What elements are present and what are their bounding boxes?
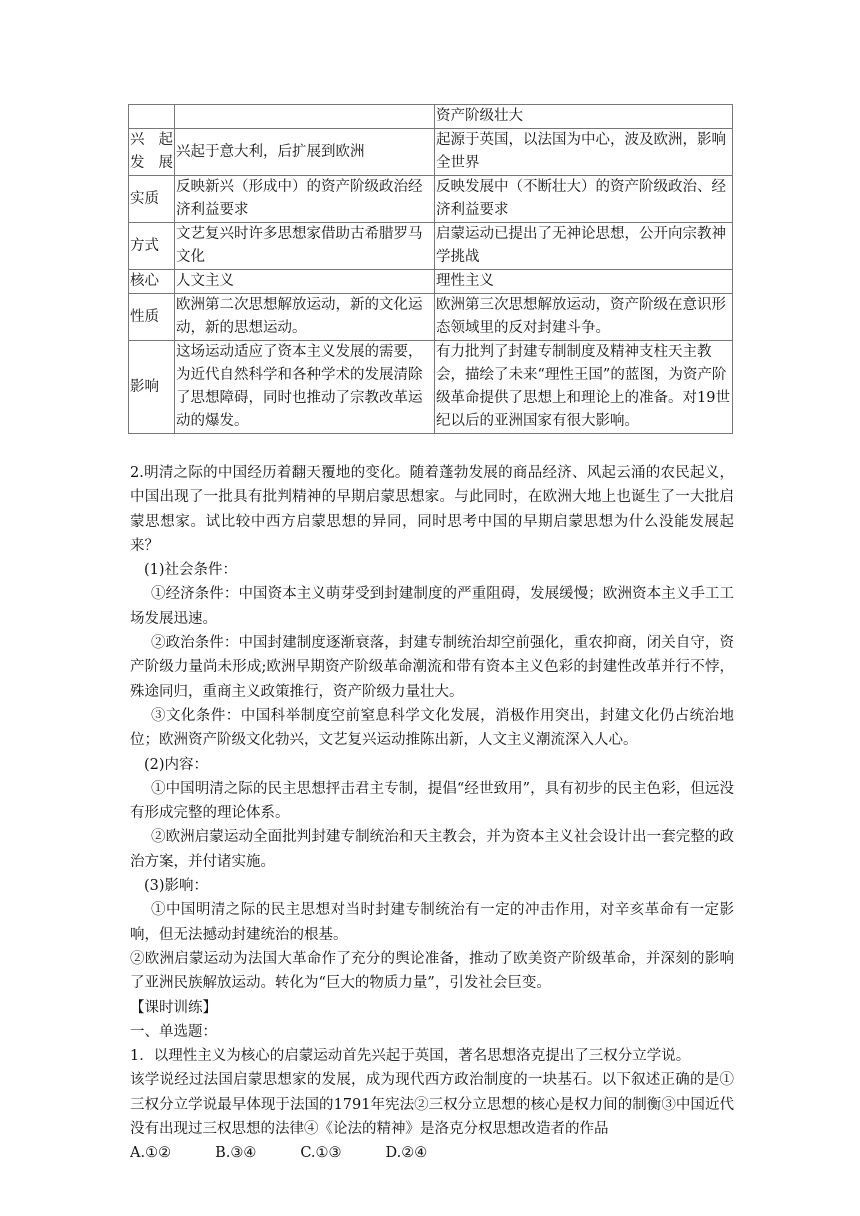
table-cell: 欧洲第三次思想解放运动，资产阶级在意识形态领域里的反对封建斗争。 xyxy=(435,294,733,341)
table-cell: 欧洲第二次思想解放运动，新的文化运动，新的思想运动。 xyxy=(175,294,435,341)
table-cell: 兴起于意大利，后扩展到欧洲 xyxy=(175,129,435,176)
section-heading: (1)社会条件： xyxy=(144,562,238,579)
table-cell: 反映发展中（不断壮大）的资产阶级政治、经济利益要求 xyxy=(435,176,733,223)
table-cell-empty xyxy=(129,105,175,129)
question-2: 2.明清之际的中国经历着翻天覆地的变化。随着蓬勃发展的商品经济、风起云涌的农民起义，中国出现了一批具有批判精神的早期启蒙思想家。与此同时，在欧洲大地上也诞生了一大批启蒙思想家。试比较中西方启蒙思想的异同，同时思考中国的早期启蒙思想为什么没能发展起来？ xyxy=(130,465,734,554)
training-heading: 【课时训练】 xyxy=(130,999,217,1016)
table-cell: 资产阶级壮大 xyxy=(435,105,733,129)
paragraph: ①中国明清之际的民主思想抨击君主专制，提倡“经世致用”，具有初步的民主色彩，但远没有形成完整的理论体系。 xyxy=(130,780,734,822)
paragraph: ③文化条件：中国科举制度空前窒息科学文化发展，消极作用突出，封建文化仍占统治地位；欧洲资产阶级文化勃兴，文艺复兴运动推陈出新，人文主义潮流深入人心。 xyxy=(130,707,734,749)
table-row xyxy=(129,270,733,294)
section-heading: (2)内容： xyxy=(144,756,209,773)
table-row xyxy=(129,223,733,270)
table-row xyxy=(129,105,733,129)
row-label: 兴起发展 xyxy=(129,129,175,176)
question-1-body: 该学说经过法国启蒙思想家的发展，成为现代西方政治制度的一块基石。以下叙述正确的是①三权分立学说最早体现于法国的1791年宪法②三权分立思想的核心是权力间的制衡③中国近代没有出现过三权思想的法律④《论法的精神》是洛克分权思想改造者的作品 xyxy=(130,1072,734,1138)
row-label: 方式 xyxy=(129,223,175,270)
paragraph: ②欧洲启蒙运动全面批判封建专制统治和天主教会，并为资本主义社会设计出一套完整的政治方案，并付诸实施。 xyxy=(130,829,734,870)
mc-heading: 一、单选题： xyxy=(130,1023,217,1040)
table-cell-empty xyxy=(175,105,435,129)
table-row xyxy=(129,176,733,223)
table-row xyxy=(129,341,733,434)
question-1: 1．以理性主义为核心的启蒙运动首先兴起于英国，著名思想洛克提出了三权分立学说。 xyxy=(130,1048,691,1065)
body-text xyxy=(130,461,734,1166)
table-row xyxy=(129,129,733,176)
row-label: 核心 xyxy=(129,270,175,294)
table-cell: 启蒙运动已提出了无神论思想，公开向宗教神学挑战 xyxy=(435,223,733,270)
option-a: A.①② xyxy=(130,1145,172,1162)
table-cell: 理性主义 xyxy=(435,270,733,294)
row-label: 实质 xyxy=(129,176,175,223)
row-label: 性质 xyxy=(129,294,175,341)
table-cell: 这场运动适应了资本主义发展的需要，为近代自然科学和各种学术的发展清除了思想障碍，同时也推动了宗教改革运动的爆发。 xyxy=(175,341,435,434)
paragraph: ②政治条件：中国封建制度逐渐衰落，封建专制统治却空前强化，重农抑商，闭关自守，资产阶级力量尚未形成;欧洲早期资产阶级革命潮流和带有资本主义色彩的封建性改革并行不悖，殊途同归，重商主义政策推行，资产阶级力量壮大。 xyxy=(130,635,734,700)
paragraph: ①中国明清之际的民主思想对当时封建专制统治有一定的冲击作用，对辛亥革命有一定影响，但无法撼动封建统治的根基。 xyxy=(130,902,734,943)
table-cell: 文艺复兴时许多思想家借助古希腊罗马文化 xyxy=(175,223,435,270)
answer-options xyxy=(130,1141,734,1165)
paragraph: ①经济条件：中国资本主义萌芽受到封建制度的严重阻碍，发展缓慢；欧洲资本主义手工工场发展迅速。 xyxy=(130,586,734,627)
option-d: D.②④ xyxy=(385,1145,428,1162)
paragraph: ②欧洲启蒙运动为法国大革命作了充分的舆论准备，推动了欧美资产阶级革命，并深刻的影响了亚洲民族解放运动。转化为“巨大的物质力量”，引发社会巨变。 xyxy=(130,950,734,992)
comparison-table xyxy=(128,104,733,434)
option-b: B.③④ xyxy=(215,1145,257,1162)
section-heading: (3)影响： xyxy=(144,878,209,895)
table-cell: 人文主义 xyxy=(175,270,435,294)
table-cell: 有力批判了封建专制制度及精神支柱天主教会，描绘了未来“理性王国”的蓝图，为资产阶级革命提供了思想上和理论上的准备。对19世纪以后的亚洲国家有很大影响。 xyxy=(435,341,733,434)
table-cell: 反映新兴（形成中）的资产阶级政治经济利益要求 xyxy=(175,176,435,223)
table-cell: 起源于英国，以法国为中心，波及欧洲，影响全世界 xyxy=(435,129,733,176)
row-label: 影响 xyxy=(129,341,175,434)
table-row xyxy=(129,294,733,341)
option-c: C.①③ xyxy=(300,1145,342,1162)
